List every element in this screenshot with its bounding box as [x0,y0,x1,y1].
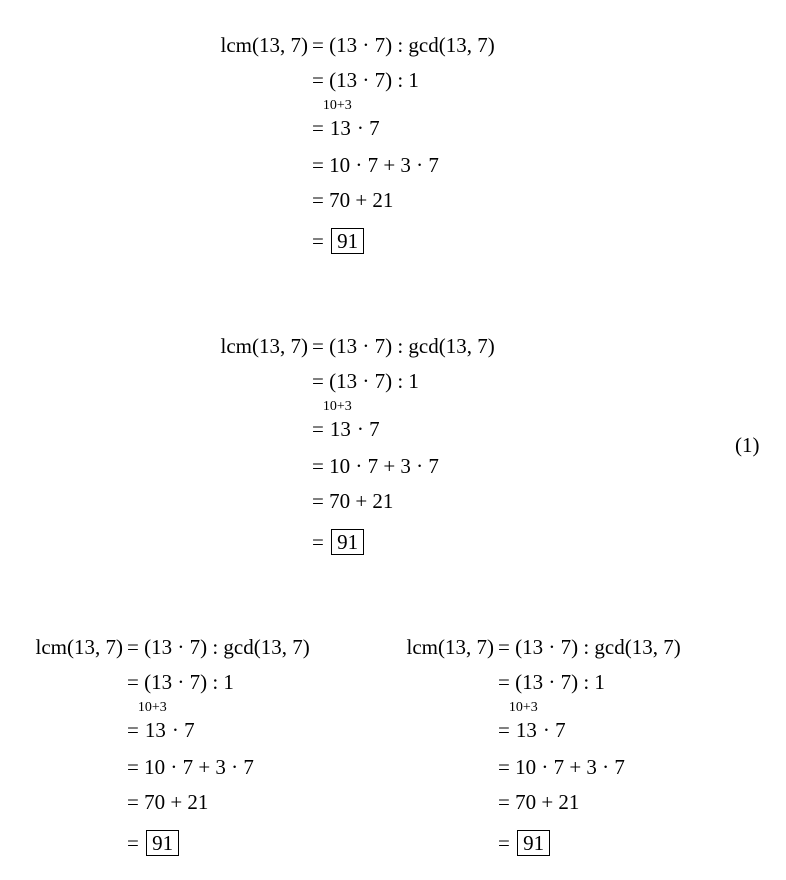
equation-line: = 10 · 7 + 3 · 7 [312,153,439,177]
equation-line: = 70 + 21 [498,790,580,814]
overset-rest: · 7 [542,718,566,742]
equation-line: = 10 · 7 + 3 · 7 [312,454,439,478]
equation-lhs: lcm(13, 7) [220,334,308,358]
overset-base: 13 [329,116,351,140]
equation-lhs: lcm(13, 7) [220,33,308,57]
overset-term [508,700,538,742]
equals-sign: = [498,831,510,855]
equation-line [312,98,380,140]
equation-line: = (13 · 7) : gcd(13, 7) [498,635,681,659]
equation-line: = 10 · 7 + 3 · 7 [498,755,625,779]
equation-lhs: lcm(13, 7) [406,635,494,659]
equation-line [498,700,566,742]
overset-rest: · 7 [171,718,195,742]
equation-line [312,228,364,254]
equals-sign: = [312,530,324,554]
overset-term [322,98,352,140]
overset-base: 13 [515,718,537,742]
equation-line: = (13 · 7) : 1 [127,670,234,694]
equals-sign: = [312,417,324,441]
overset-rest: · 7 [356,116,380,140]
boxed-result: 91 [331,529,364,555]
overset-annotation: 10+3 [508,700,538,715]
equation-line: = (13 · 7) : 1 [498,670,605,694]
overset-rest: · 7 [356,417,380,441]
equation-lhs: lcm(13, 7) [35,635,123,659]
equation-line: = (13 · 7) : 1 [312,68,419,92]
equation-line [127,700,195,742]
equation-line: = (13 · 7) : gcd(13, 7) [312,33,495,57]
equals-sign: = [312,116,324,140]
equation-line: = 10 · 7 + 3 · 7 [127,755,254,779]
overset-term [322,399,352,441]
equation-line: = 70 + 21 [312,188,394,212]
boxed-result: 91 [517,830,550,856]
overset-term [137,700,167,742]
equation-line: = 70 + 21 [127,790,209,814]
equation-line [127,830,179,856]
equation-line [498,830,550,856]
equation-line: = (13 · 7) : 1 [312,369,419,393]
overset-annotation: 10+3 [137,700,167,715]
overset-annotation: 10+3 [322,98,352,113]
equation-line [312,529,364,555]
overset-base: 13 [144,718,166,742]
equals-sign: = [127,831,139,855]
equals-sign: = [312,229,324,253]
overset-base: 13 [329,417,351,441]
equation-number: (1) [735,433,760,457]
equals-sign: = [498,718,510,742]
boxed-result: 91 [146,830,179,856]
equation-line: = (13 · 7) : gcd(13, 7) [127,635,310,659]
equation-line: = 70 + 21 [312,489,394,513]
equals-sign: = [127,718,139,742]
equation-line [312,399,380,441]
boxed-result: 91 [331,228,364,254]
overset-annotation: 10+3 [322,399,352,414]
equation-line: = (13 · 7) : gcd(13, 7) [312,334,495,358]
